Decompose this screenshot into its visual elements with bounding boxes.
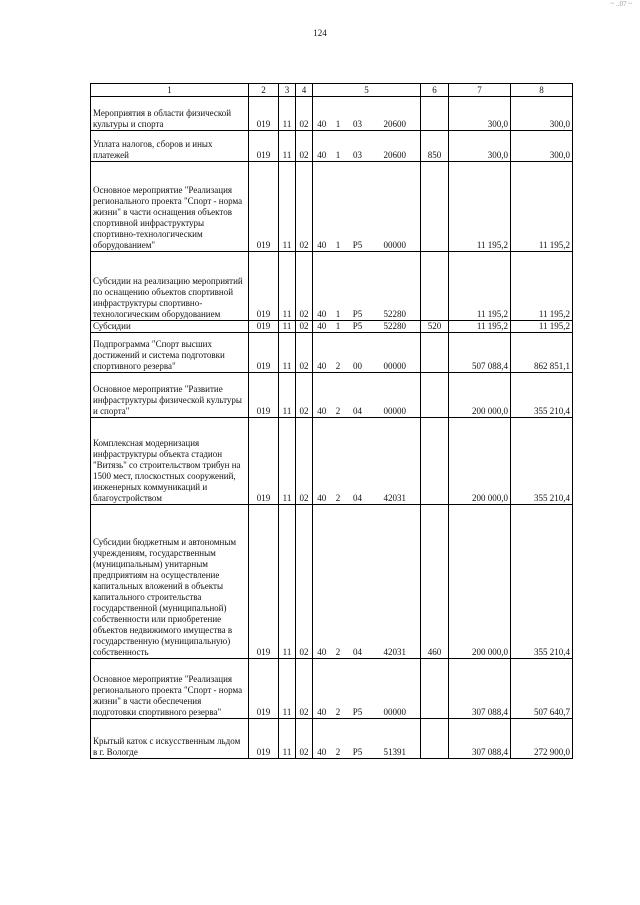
cell-program: 40 — [313, 659, 331, 719]
cell-expense-type — [421, 333, 449, 373]
cell-amount-year2: 11 195,2 — [511, 162, 573, 252]
cell-expense-code: 42031 — [370, 505, 421, 659]
cell-subsection: 02 — [296, 373, 313, 418]
cell-section: 11 — [279, 162, 296, 252]
cell-direction: P5 — [346, 719, 370, 759]
cell-program: 40 — [313, 719, 331, 759]
cell-subprogram: 1 — [331, 252, 346, 321]
cell-direction: P5 — [346, 252, 370, 321]
cell-direction: 03 — [346, 131, 370, 162]
cell-subprogram: 1 — [331, 162, 346, 252]
table-row — [91, 505, 573, 659]
cell-subprogram: 2 — [331, 505, 346, 659]
cell-subsection: 02 — [296, 333, 313, 373]
cell-amount-year1: 300,0 — [449, 131, 511, 162]
cell-name: Субсидии бюджетным и автономным учреждениям, государственным (муниципальным) унитарным предприятиям на осуществление капитальных вложений в объекты капитального строительства государственной (муниципальной) собственности или приобретение объектов недвижимого имущества в государственную (муниципальную) собственность — [91, 505, 249, 659]
cell-subsection: 02 — [296, 505, 313, 659]
cell-ministry-code: 019 — [249, 719, 279, 759]
column-header: 1 — [91, 84, 249, 97]
cell-amount-year2: 355 210,4 — [511, 505, 573, 659]
table-row — [91, 373, 573, 418]
cell-program: 40 — [313, 162, 331, 252]
cell-subprogram: 1 — [331, 321, 346, 333]
cell-section: 11 — [279, 252, 296, 321]
cell-expense-type: 520 — [421, 321, 449, 333]
budget-table — [90, 83, 573, 759]
cell-subprogram: 2 — [331, 719, 346, 759]
cell-program: 40 — [313, 321, 331, 333]
page-number: 124 — [313, 28, 327, 38]
cell-expense-code: 51391 — [370, 719, 421, 759]
cell-expense-code: 00000 — [370, 659, 421, 719]
cell-program: 40 — [313, 373, 331, 418]
cell-section: 11 — [279, 418, 296, 505]
cell-amount-year2: 300,0 — [511, 131, 573, 162]
cell-expense-code: 42031 — [370, 418, 421, 505]
cell-amount-year2: 11 195,2 — [511, 252, 573, 321]
cell-direction: 04 — [346, 505, 370, 659]
cell-section: 11 — [279, 321, 296, 333]
cell-name: Подпрограмма "Спорт высших достижений и система подготовки спортивного резерва" — [91, 333, 249, 373]
cell-subprogram: 2 — [331, 333, 346, 373]
cell-ministry-code: 019 — [249, 333, 279, 373]
cell-direction: 04 — [346, 418, 370, 505]
table-body — [91, 97, 573, 759]
cell-expense-type — [421, 162, 449, 252]
cell-program: 40 — [313, 333, 331, 373]
cell-name: Основное мероприятие "Реализация регионального проекта "Спорт - норма жизни" в части оснащения объектов спортивной инфраструктуры спортивно-технологическим оборудованием" — [91, 162, 249, 252]
cell-subsection: 02 — [296, 418, 313, 505]
cell-direction: P5 — [346, 659, 370, 719]
column-header: 7 — [449, 84, 511, 97]
cell-section: 11 — [279, 333, 296, 373]
cell-amount-year1: 200 000,0 — [449, 418, 511, 505]
cell-subsection: 02 — [296, 162, 313, 252]
cell-subprogram: 2 — [331, 659, 346, 719]
cell-amount-year1: 11 195,2 — [449, 162, 511, 252]
column-header: 8 — [511, 84, 573, 97]
cell-expense-type — [421, 252, 449, 321]
cell-amount-year1: 200 000,0 — [449, 373, 511, 418]
cell-expense-code: 00000 — [370, 333, 421, 373]
cell-expense-type: 460 — [421, 505, 449, 659]
table-row — [91, 719, 573, 759]
cell-name: Основное мероприятие "Развитие инфраструктуры физической культуры и спорта" — [91, 373, 249, 418]
cell-amount-year2: 507 640,7 — [511, 659, 573, 719]
column-header: 2 — [249, 84, 279, 97]
cell-section: 11 — [279, 131, 296, 162]
cell-ministry-code: 019 — [249, 252, 279, 321]
table-row — [91, 97, 573, 131]
cell-name: Субсидии на реализацию мероприятий по оснащению объектов спортивной инфраструктуры спортивно-технологическим оборудованием — [91, 252, 249, 321]
column-header: 3 — [279, 84, 296, 97]
column-header: 5 — [313, 84, 421, 97]
cell-ministry-code: 019 — [249, 321, 279, 333]
cell-direction: 00 — [346, 333, 370, 373]
cell-amount-year2: 300,0 — [511, 97, 573, 131]
column-header: 4 — [296, 84, 313, 97]
cell-ministry-code: 019 — [249, 418, 279, 505]
cell-ministry-code: 019 — [249, 373, 279, 418]
cell-direction: P5 — [346, 162, 370, 252]
cell-section: 11 — [279, 373, 296, 418]
cell-expense-type — [421, 719, 449, 759]
column-header: 6 — [421, 84, 449, 97]
cell-direction: 03 — [346, 97, 370, 131]
cell-amount-year1: 11 195,2 — [449, 321, 511, 333]
cell-amount-year2: 355 210,4 — [511, 418, 573, 505]
cell-program: 40 — [313, 505, 331, 659]
cell-expense-code: 00000 — [370, 162, 421, 252]
cell-name: Мероприятия в области физической культуры и спорта — [91, 97, 249, 131]
cell-subsection: 02 — [296, 97, 313, 131]
cell-name: Крытый каток с искусственным льдом в г. Вологде — [91, 719, 249, 759]
cell-expense-type — [421, 97, 449, 131]
cell-subprogram: 2 — [331, 418, 346, 505]
cell-section: 11 — [279, 659, 296, 719]
cell-section: 11 — [279, 97, 296, 131]
cell-amount-year1: 307 088,4 — [449, 659, 511, 719]
cell-subprogram: 1 — [331, 97, 346, 131]
cell-amount-year1: 300,0 — [449, 97, 511, 131]
cell-program: 40 — [313, 131, 331, 162]
cell-amount-year2: 272 900,0 — [511, 719, 573, 759]
cell-ministry-code: 019 — [249, 97, 279, 131]
table-row — [91, 659, 573, 719]
cell-ministry-code: 019 — [249, 505, 279, 659]
cell-expense-code: 00000 — [370, 373, 421, 418]
cell-subsection: 02 — [296, 719, 313, 759]
cell-subsection: 02 — [296, 659, 313, 719]
cell-subsection: 02 — [296, 252, 313, 321]
cell-subprogram: 2 — [331, 373, 346, 418]
corner-mark: ~ ..07 ~ — [610, 0, 632, 8]
cell-amount-year1: 11 195,2 — [449, 252, 511, 321]
cell-amount-year1: 507 088,4 — [449, 333, 511, 373]
cell-amount-year1: 307 088,4 — [449, 719, 511, 759]
cell-name: Основное мероприятие "Реализация регионального проекта "Спорт - норма жизни" в части обеспечения подготовки спортивного резерва" — [91, 659, 249, 719]
table-row — [91, 418, 573, 505]
header-row — [91, 84, 573, 97]
cell-subsection: 02 — [296, 321, 313, 333]
cell-subsection: 02 — [296, 131, 313, 162]
cell-ministry-code: 019 — [249, 659, 279, 719]
cell-amount-year1: 200 000,0 — [449, 505, 511, 659]
cell-direction: P5 — [346, 321, 370, 333]
cell-subprogram: 1 — [331, 131, 346, 162]
cell-expense-type — [421, 418, 449, 505]
cell-section: 11 — [279, 719, 296, 759]
cell-amount-year2: 862 851,1 — [511, 333, 573, 373]
cell-expense-code: 20600 — [370, 97, 421, 131]
cell-expense-code: 20600 — [370, 131, 421, 162]
table-row — [91, 252, 573, 321]
cell-program: 40 — [313, 418, 331, 505]
cell-expense-type: 850 — [421, 131, 449, 162]
cell-expense-type — [421, 659, 449, 719]
cell-amount-year2: 355 210,4 — [511, 373, 573, 418]
cell-ministry-code: 019 — [249, 131, 279, 162]
cell-name: Комплексная модернизация инфраструктуры объекта стадион "Витязь" со строительством трибун на 1500 мест, плоскостных сооружений, инженерных коммуникаций и благоустройством — [91, 418, 249, 505]
table-row — [91, 333, 573, 373]
cell-name: Уплата налогов, сборов и иных платежей — [91, 131, 249, 162]
table-row — [91, 162, 573, 252]
cell-name: Субсидии — [91, 321, 249, 333]
table-row — [91, 131, 573, 162]
cell-expense-code: 52280 — [370, 321, 421, 333]
cell-expense-type — [421, 373, 449, 418]
cell-expense-code: 52280 — [370, 252, 421, 321]
cell-section: 11 — [279, 505, 296, 659]
cell-program: 40 — [313, 97, 331, 131]
cell-ministry-code: 019 — [249, 162, 279, 252]
cell-program: 40 — [313, 252, 331, 321]
table-row — [91, 321, 573, 333]
cell-direction: 04 — [346, 373, 370, 418]
cell-amount-year2: 11 195,2 — [511, 321, 573, 333]
